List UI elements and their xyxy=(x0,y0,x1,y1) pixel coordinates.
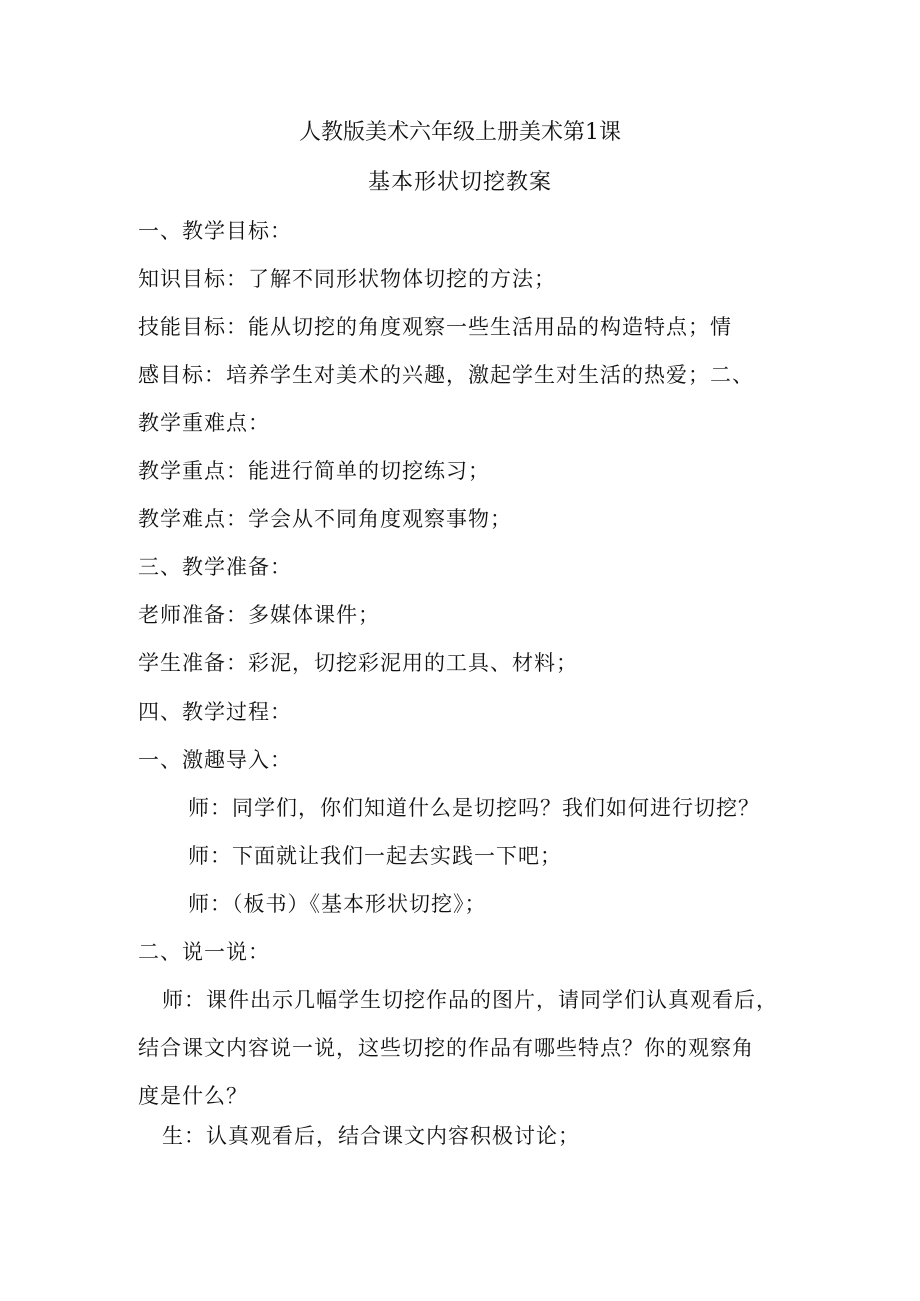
dialogue-line: 生：认真观看后，结合课文内容积极讨论； xyxy=(162,1124,580,1148)
section-heading-process: 四、教学过程： xyxy=(138,700,292,724)
paragraph-knowledge-objective: 知识目标：了解不同形状物体切挖的方法； xyxy=(138,267,556,291)
document-subtitle: 基本形状切挖教案 xyxy=(367,170,552,195)
paragraph-emotion-objective: 感目标：培养学生对美术的兴趣，激起学生对生活的热爱；二、 xyxy=(138,363,754,387)
dialogue-line: 师：（板书）《基本形状切挖》； xyxy=(188,892,487,916)
paragraph-line: 师：课件出示几幅学生切挖作品的图片，请同学们认真观看后， xyxy=(162,988,778,1012)
section-heading-objectives: 一、教学目标： xyxy=(138,219,292,243)
subsection-heading-intro: 一、激趣导入： xyxy=(138,748,292,772)
subsection-heading-discussion: 二、说一说： xyxy=(138,940,270,964)
section-heading-preparation: 三、教学准备： xyxy=(138,555,292,579)
paragraph-key-point: 教学重点：能进行简单的切挖练习； xyxy=(138,459,490,483)
dialogue-line: 师：同学们，你们知道什么是切挖吗？我们如何进行切挖？ xyxy=(188,796,760,820)
document-title: 人教版美术六年级上册美术第1课 xyxy=(299,120,621,145)
section-heading-key-points: 教学重难点： xyxy=(138,411,270,435)
paragraph-difficult-point: 教学难点：学会从不同角度观察事物； xyxy=(138,507,512,531)
paragraph-skill-objective: 技能目标：能从切挖的角度观察一些生活用品的构造特点；情 xyxy=(138,315,732,339)
paragraph-line: 结合课文内容说一说，这些切挖的作品有哪些特点？你的观察角 xyxy=(138,1036,754,1060)
paragraph-student-preparation: 学生准备：彩泥，切挖彩泥用的工具、材料； xyxy=(138,651,578,675)
paragraph-line: 度是什么？ xyxy=(138,1084,248,1108)
dialogue-line: 师：下面就让我们一起去实践一下吧； xyxy=(188,844,562,868)
paragraph-teacher-preparation: 老师准备：多媒体课件； xyxy=(138,603,380,627)
